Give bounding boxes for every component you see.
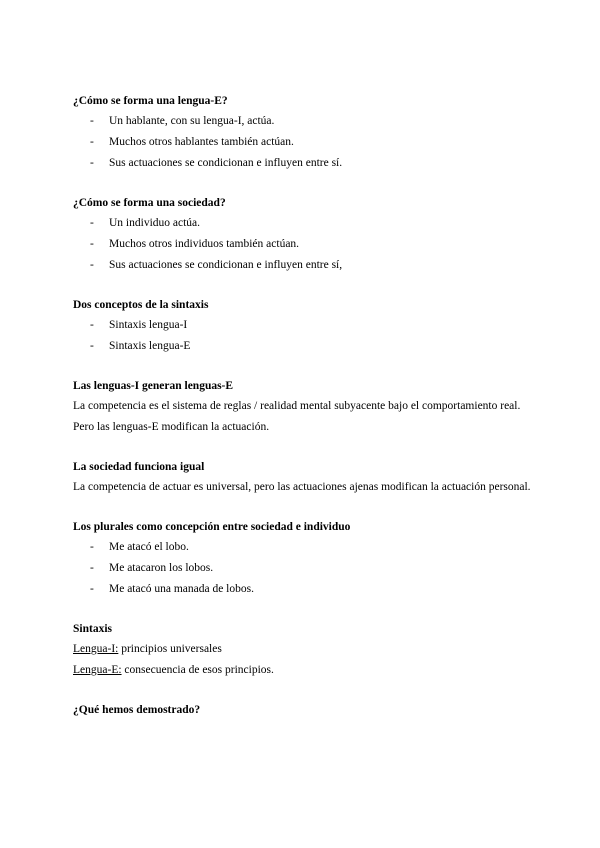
definition-line <box>73 639 533 660</box>
section-heading: Los plurales como concepción entre sociedad e individuo <box>73 521 351 533</box>
list-item: - Un individuo actúa. <box>73 213 533 234</box>
bullet-list <box>73 315 533 357</box>
section-dos-conceptos <box>73 296 533 357</box>
section-sintaxis <box>73 620 533 681</box>
section-heading: ¿Cómo se forma una lengua-E? <box>73 95 228 107</box>
dash-bullet: - <box>90 217 94 229</box>
dash-bullet: - <box>90 583 94 595</box>
list-item: - Muchos otros individuos también actúan. <box>73 234 533 255</box>
list-item: - Un hablante, con su lengua-I, actúa. <box>73 111 533 132</box>
list-item: - Me atacaron los lobos. <box>73 558 533 579</box>
dash-bullet: - <box>90 157 94 169</box>
dash-bullet: - <box>90 115 94 127</box>
section-heading: ¿Cómo se forma una sociedad? <box>73 197 226 209</box>
section-heading: Dos conceptos de la sintaxis <box>73 299 209 311</box>
bullet-list <box>73 537 533 600</box>
section-sociedad <box>73 194 533 276</box>
list-item: - Sus actuaciones se condicionan e influyen entre sí, <box>73 255 533 276</box>
dash-bullet: - <box>90 340 94 352</box>
bullet-list <box>73 111 533 174</box>
section-sociedad-funciona <box>73 458 533 498</box>
dash-bullet: - <box>90 259 94 271</box>
section-heading: ¿Qué hemos demostrado? <box>73 704 201 716</box>
definition-term: Lengua-E: <box>73 664 122 676</box>
list-item: - Sintaxis lengua-E <box>73 336 533 357</box>
list-item: - Sus actuaciones se condicionan e influyen entre sí. <box>73 153 533 174</box>
list-item: - Me atacó el lobo. <box>73 537 533 558</box>
definition-term: Lengua-I: <box>73 643 119 655</box>
document-page <box>73 92 533 740</box>
definition-text: consecuencia de esos principios. <box>121 664 274 676</box>
dash-bullet: - <box>90 136 94 148</box>
list-item: - Me atacó una manada de lobos. <box>73 579 533 600</box>
list-item: - Sintaxis lengua-I <box>73 315 533 336</box>
list-item: - Muchos otros hablantes también actúan. <box>73 132 533 153</box>
bullet-list <box>73 213 533 276</box>
dash-bullet: - <box>90 541 94 553</box>
dash-bullet: - <box>90 319 94 331</box>
section-lenguas-i <box>73 377 533 438</box>
section-heading: La sociedad funciona igual <box>73 461 205 473</box>
paragraph: La competencia es el sistema de reglas / realidad mental subyacente bajo el comportamiento real. <box>73 400 521 412</box>
dash-bullet: - <box>90 238 94 250</box>
dash-bullet: - <box>90 562 94 574</box>
paragraph: Pero las lenguas-E modifican la actuación. <box>73 421 270 433</box>
paragraph: La competencia de actuar es universal, pero las actuaciones ajenas modifican la actuación personal. <box>73 481 531 493</box>
definition-text: principios universales <box>118 643 222 655</box>
section-plurales <box>73 518 533 600</box>
section-heading: Las lenguas-I generan lenguas-E <box>73 380 234 392</box>
section-heading: Sintaxis <box>73 623 112 635</box>
section-lengua-e <box>73 92 533 174</box>
definition-line <box>73 660 533 681</box>
section-demostrado <box>73 701 533 720</box>
